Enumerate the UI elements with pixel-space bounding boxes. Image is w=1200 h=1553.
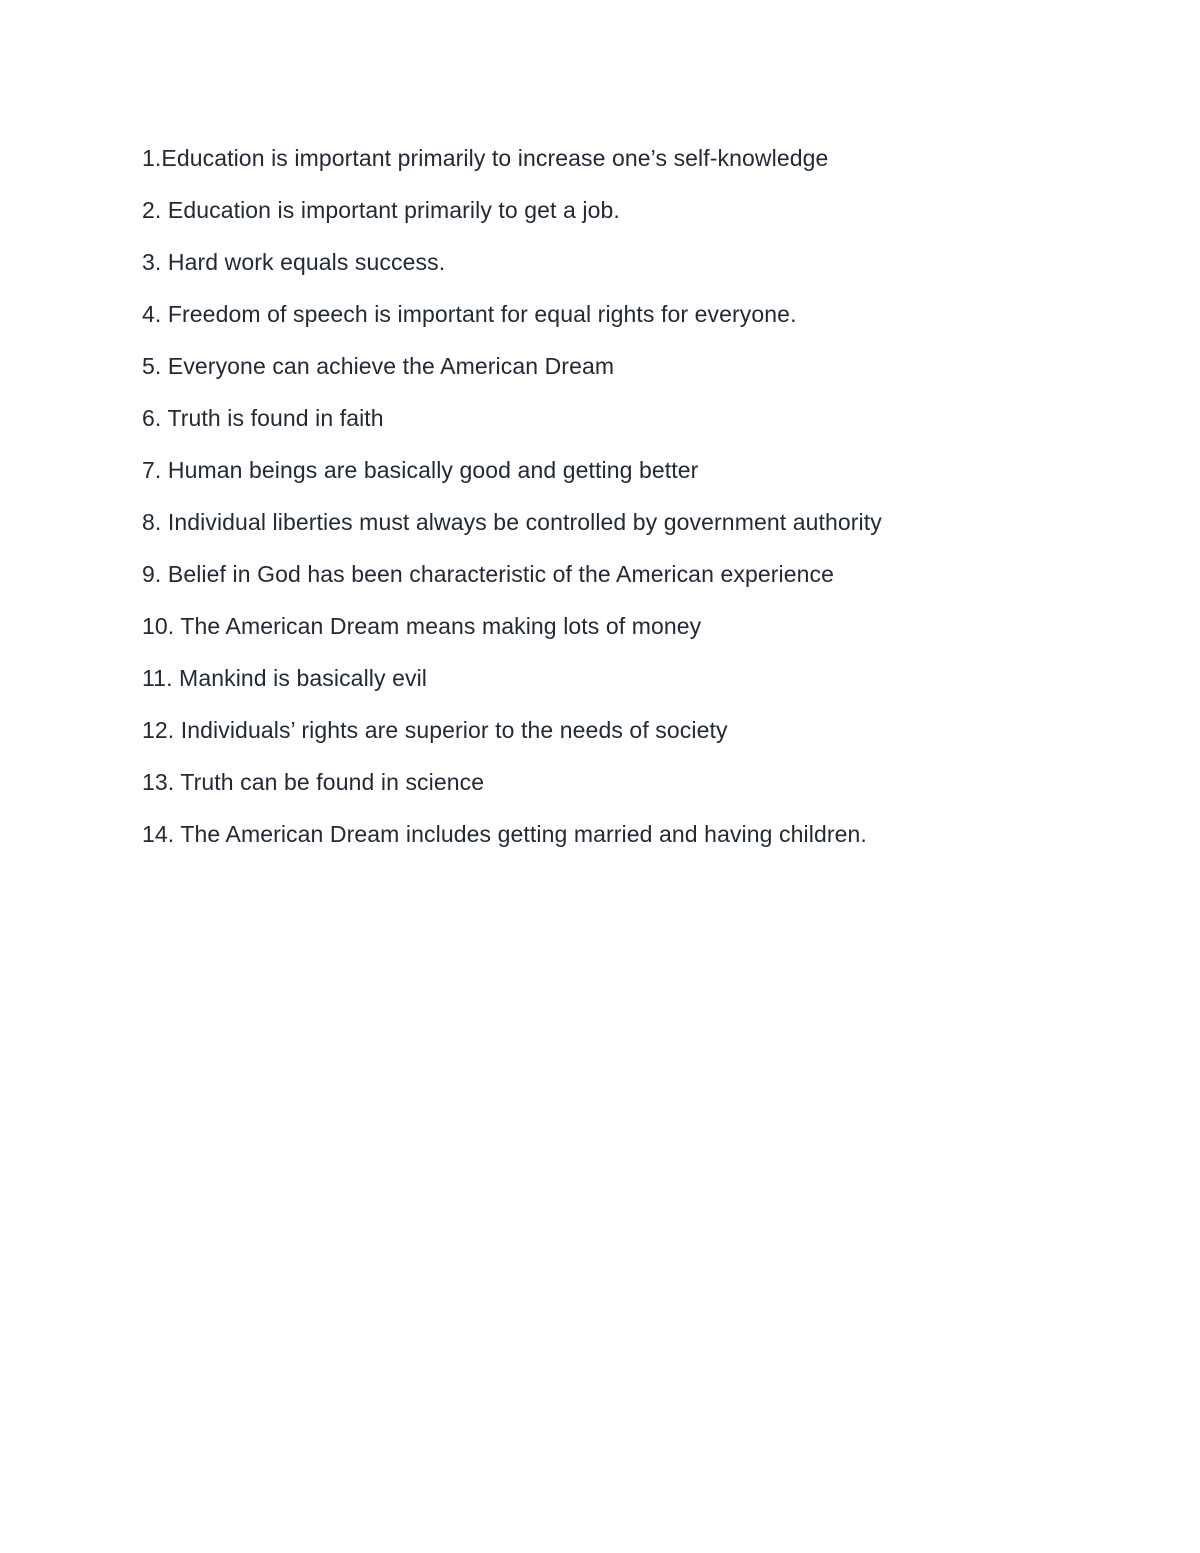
statement-item: 9. Belief in God has been characteristic of the American experience (142, 561, 834, 587)
statement-item: 10. The American Dream means making lots of money (142, 613, 702, 639)
statement-item: 1.Education is important primarily to increase one’s self-knowledge (142, 145, 829, 171)
statement-item: 3. Hard work equals success. (142, 249, 446, 275)
statement-item: 5. Everyone can achieve the American Dream (142, 353, 615, 379)
statement-item: 8. Individual liberties must always be controlled by government authority (142, 509, 882, 535)
statement-item: 13. Truth can be found in science (142, 769, 485, 795)
statement-item: 11. Mankind is basically evil (142, 665, 427, 691)
statement-item: 4. Freedom of speech is important for equal rights for everyone. (142, 301, 797, 327)
statement-item: 14. The American Dream includes getting married and having children. (142, 821, 867, 847)
statement-item: 12. Individuals’ rights are superior to the needs of society (142, 717, 728, 743)
statement-item: 6. Truth is found in faith (142, 405, 384, 431)
statement-item: 7. Human beings are basically good and getting better (142, 457, 699, 483)
statement-list (142, 142, 882, 870)
statement-item: 2. Education is important primarily to get a job. (142, 197, 620, 223)
